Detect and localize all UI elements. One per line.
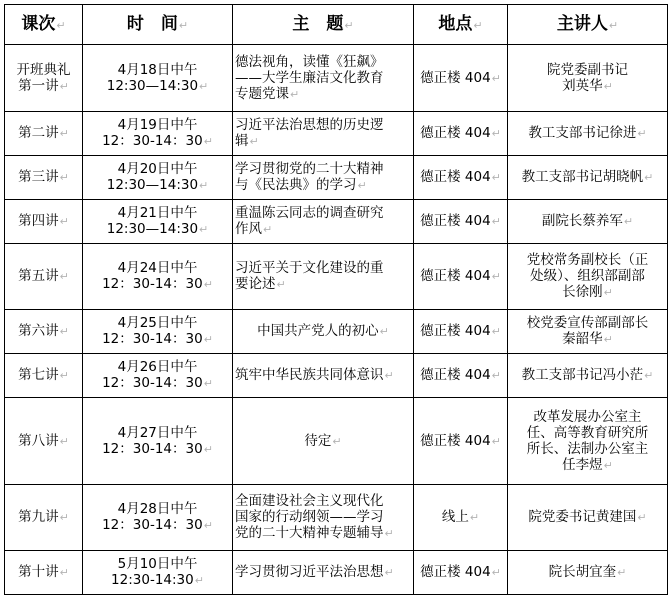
location-cell: 德正楼 404↵ bbox=[414, 244, 508, 310]
topic-cell-line: ——大学生廉洁文化教育 bbox=[235, 69, 384, 86]
lesson-cell-line: 第二讲↵ bbox=[18, 125, 69, 141]
speaker-cell-line: 院党委书记黄建国↵ bbox=[528, 509, 647, 525]
time-cell-line: 4月26日中午 bbox=[117, 359, 198, 375]
table-row bbox=[5, 551, 668, 595]
location-cell: 德正楼 404↵ bbox=[414, 45, 508, 112]
lesson-cell bbox=[5, 354, 83, 398]
speaker-cell bbox=[508, 310, 668, 354]
location-cell: 德正楼 404↵ bbox=[414, 112, 508, 156]
topic-cell-line: 学习贯彻党的二十大精神 bbox=[235, 161, 384, 177]
topic-cell bbox=[233, 156, 414, 200]
lesson-cell bbox=[5, 112, 83, 156]
topic-cell-line: 重温陈云同志的调查研究 bbox=[235, 205, 384, 221]
speaker-cell-line: 教工支部书记徐进↵ bbox=[528, 125, 647, 141]
topic-cell-line: 要论述↵ bbox=[235, 276, 286, 292]
location-cell: 德正楼 404↵ bbox=[414, 398, 508, 485]
topic-cell bbox=[233, 244, 414, 310]
topic-cell-line: 与《民法典》的学习↵ bbox=[235, 177, 367, 193]
lesson-cell bbox=[5, 156, 83, 200]
speaker-cell-line: 院长胡宜奎↵ bbox=[548, 564, 627, 580]
table-row bbox=[5, 200, 668, 244]
time-cell-line: 5月10日中午 bbox=[117, 556, 198, 572]
location-cell: 德正楼 404↵ bbox=[414, 551, 508, 595]
speaker-cell-line: 党校常务副校长（正 bbox=[526, 252, 649, 268]
time-cell bbox=[83, 485, 233, 551]
speaker-cell-line: 副院长蔡养军↵ bbox=[541, 213, 634, 229]
time-cell-line: 4月20日中午 bbox=[117, 161, 198, 177]
speaker-cell-line: 教工支部书记冯小茫↵ bbox=[521, 367, 654, 383]
time-cell-line: 4月27日中午 bbox=[117, 424, 198, 441]
lesson-cell bbox=[5, 310, 83, 354]
time-cell-line: 12：30-14：30↵ bbox=[102, 331, 213, 347]
time-cell bbox=[83, 354, 233, 398]
time-cell-line: 4月24日中午 bbox=[117, 260, 198, 276]
topic-cell-line: 习近平关于文化建设的重 bbox=[235, 260, 384, 276]
time-cell bbox=[83, 156, 233, 200]
time-cell bbox=[83, 200, 233, 244]
time-cell-line: 12:30—14:30↵ bbox=[106, 77, 209, 94]
lesson-cell-line: 第十讲↵ bbox=[18, 564, 69, 580]
time-cell-line: 4月19日中午 bbox=[117, 117, 198, 133]
lesson-cell bbox=[5, 551, 83, 595]
header-speaker: 主讲人↵ bbox=[508, 5, 668, 45]
table-row bbox=[5, 156, 668, 200]
location-cell: 线上↵ bbox=[414, 485, 508, 551]
topic-cell-line: 国家的行动纲领——学习 bbox=[235, 509, 384, 525]
location-cell: 德正楼 404↵ bbox=[414, 200, 508, 244]
header-topic: 主 题↵ bbox=[233, 5, 414, 45]
header-lesson: 课次↵ bbox=[5, 5, 83, 45]
time-cell-line: 12:30—14:30↵ bbox=[106, 221, 209, 237]
lesson-cell-line: 第一讲↵ bbox=[18, 77, 69, 94]
topic-cell-line: 待定↵ bbox=[304, 432, 342, 449]
location-cell: 德正楼 404↵ bbox=[414, 354, 508, 398]
topic-cell-line: 全面建设社会主义现代化 bbox=[235, 493, 384, 509]
topic-cell-line: 筑牢中华民族共同体意识↵ bbox=[235, 367, 394, 383]
table-row bbox=[5, 354, 668, 398]
time-cell-line: 4月18日中午 bbox=[117, 61, 198, 78]
speaker-cell bbox=[508, 156, 668, 200]
lesson-cell bbox=[5, 244, 83, 310]
time-cell-line: 4月28日中午 bbox=[117, 501, 198, 517]
speaker-cell bbox=[508, 45, 668, 112]
topic-cell bbox=[233, 485, 414, 551]
speaker-cell-line: 教工支部书记胡晓帆↵ bbox=[521, 169, 654, 185]
speaker-cell bbox=[508, 485, 668, 551]
topic-cell-line: 专题党课↵ bbox=[235, 85, 300, 102]
time-cell bbox=[83, 398, 233, 485]
time-cell-line: 12：30-14：30↵ bbox=[102, 133, 213, 149]
lesson-cell-line: 第七讲↵ bbox=[18, 367, 69, 383]
time-cell bbox=[83, 45, 233, 112]
speaker-cell-line: 校党委宣传部副部长 bbox=[526, 315, 649, 331]
topic-cell bbox=[233, 551, 414, 595]
speaker-cell-line: 刘英华↵ bbox=[562, 77, 613, 94]
topic-cell-line: 中国共产党人的初心↵ bbox=[257, 323, 389, 339]
lesson-cell bbox=[5, 45, 83, 112]
topic-cell bbox=[233, 354, 414, 398]
topic-cell bbox=[233, 112, 414, 156]
speaker-cell bbox=[508, 200, 668, 244]
speaker-cell bbox=[508, 244, 668, 310]
table-row bbox=[5, 310, 668, 354]
time-cell-line: 12：30-14：30↵ bbox=[102, 375, 213, 391]
speaker-cell-line: 所长、法制办公室主 bbox=[526, 440, 649, 457]
speaker-cell-line: 秦韶华↵ bbox=[562, 331, 613, 347]
table-row bbox=[5, 112, 668, 156]
time-cell bbox=[83, 244, 233, 310]
time-cell-line: 12：30-14：30↵ bbox=[102, 276, 213, 292]
lesson-cell bbox=[5, 200, 83, 244]
lesson-cell bbox=[5, 485, 83, 551]
location-cell: 德正楼 404↵ bbox=[414, 156, 508, 200]
lesson-cell-line: 第五讲↵ bbox=[18, 268, 69, 284]
lecture-schedule-table bbox=[4, 4, 668, 595]
time-cell bbox=[83, 310, 233, 354]
topic-cell bbox=[233, 398, 414, 485]
lesson-cell bbox=[5, 398, 83, 485]
lesson-cell-line: 第四讲↵ bbox=[18, 213, 69, 229]
speaker-cell-line: 任、高等教育研究所 bbox=[526, 424, 649, 441]
time-cell-line: 4月21日中午 bbox=[117, 205, 198, 221]
speaker-cell-line: 改革发展办公室主 bbox=[533, 408, 642, 425]
speaker-cell bbox=[508, 354, 668, 398]
topic-cell-line: 作风↵ bbox=[235, 221, 273, 237]
time-cell bbox=[83, 551, 233, 595]
speaker-cell-line: 任李煜↵ bbox=[562, 456, 613, 473]
lesson-cell-line: 第三讲↵ bbox=[18, 169, 69, 185]
topic-cell-line: 党的二十大精神专题辅导↵ bbox=[235, 525, 394, 541]
speaker-cell bbox=[508, 551, 668, 595]
time-cell-line: 4月25日中午 bbox=[117, 315, 198, 331]
topic-cell bbox=[233, 200, 414, 244]
topic-cell-line: 习近平法治思想的历史逻 bbox=[235, 117, 384, 133]
header-time: 时 间↵ bbox=[83, 5, 233, 45]
speaker-cell bbox=[508, 398, 668, 485]
topic-cell-line: 学习贯彻习近平法治思想↵ bbox=[235, 564, 394, 580]
lesson-cell-line: 开班典礼 bbox=[16, 61, 71, 78]
speaker-cell-line: 长徐刚↵ bbox=[562, 284, 613, 300]
time-cell-line: 12：30-14：30↵ bbox=[102, 517, 213, 533]
speaker-cell-line: 院党委副书记 bbox=[547, 61, 628, 78]
time-cell-line: 12:30—14:30↵ bbox=[106, 177, 209, 193]
topic-cell-line: 辑↵ bbox=[235, 133, 259, 149]
speaker-cell bbox=[508, 112, 668, 156]
speaker-cell-line: 处级）、组织部副部 bbox=[530, 268, 645, 284]
topic-cell bbox=[233, 310, 414, 354]
table-row bbox=[5, 398, 668, 485]
time-cell bbox=[83, 112, 233, 156]
table-row bbox=[5, 244, 668, 310]
lesson-cell-line: 第六讲↵ bbox=[18, 323, 69, 339]
lesson-cell-line: 第八讲↵ bbox=[18, 432, 69, 449]
time-cell-line: 12：30-14：30↵ bbox=[102, 440, 213, 457]
schedule-body bbox=[5, 45, 668, 595]
topic-cell bbox=[233, 45, 414, 112]
table-row bbox=[5, 485, 668, 551]
topic-cell-line: 德法视角，读懂《狂飙》 bbox=[235, 53, 384, 70]
time-cell-line: 12:30-14:30↵ bbox=[111, 572, 204, 588]
table-row bbox=[5, 45, 668, 112]
location-cell: 德正楼 404↵ bbox=[414, 310, 508, 354]
header-location: 地点↵ bbox=[414, 5, 508, 45]
lesson-cell-line: 第九讲↵ bbox=[18, 509, 69, 525]
header-row bbox=[5, 5, 668, 45]
